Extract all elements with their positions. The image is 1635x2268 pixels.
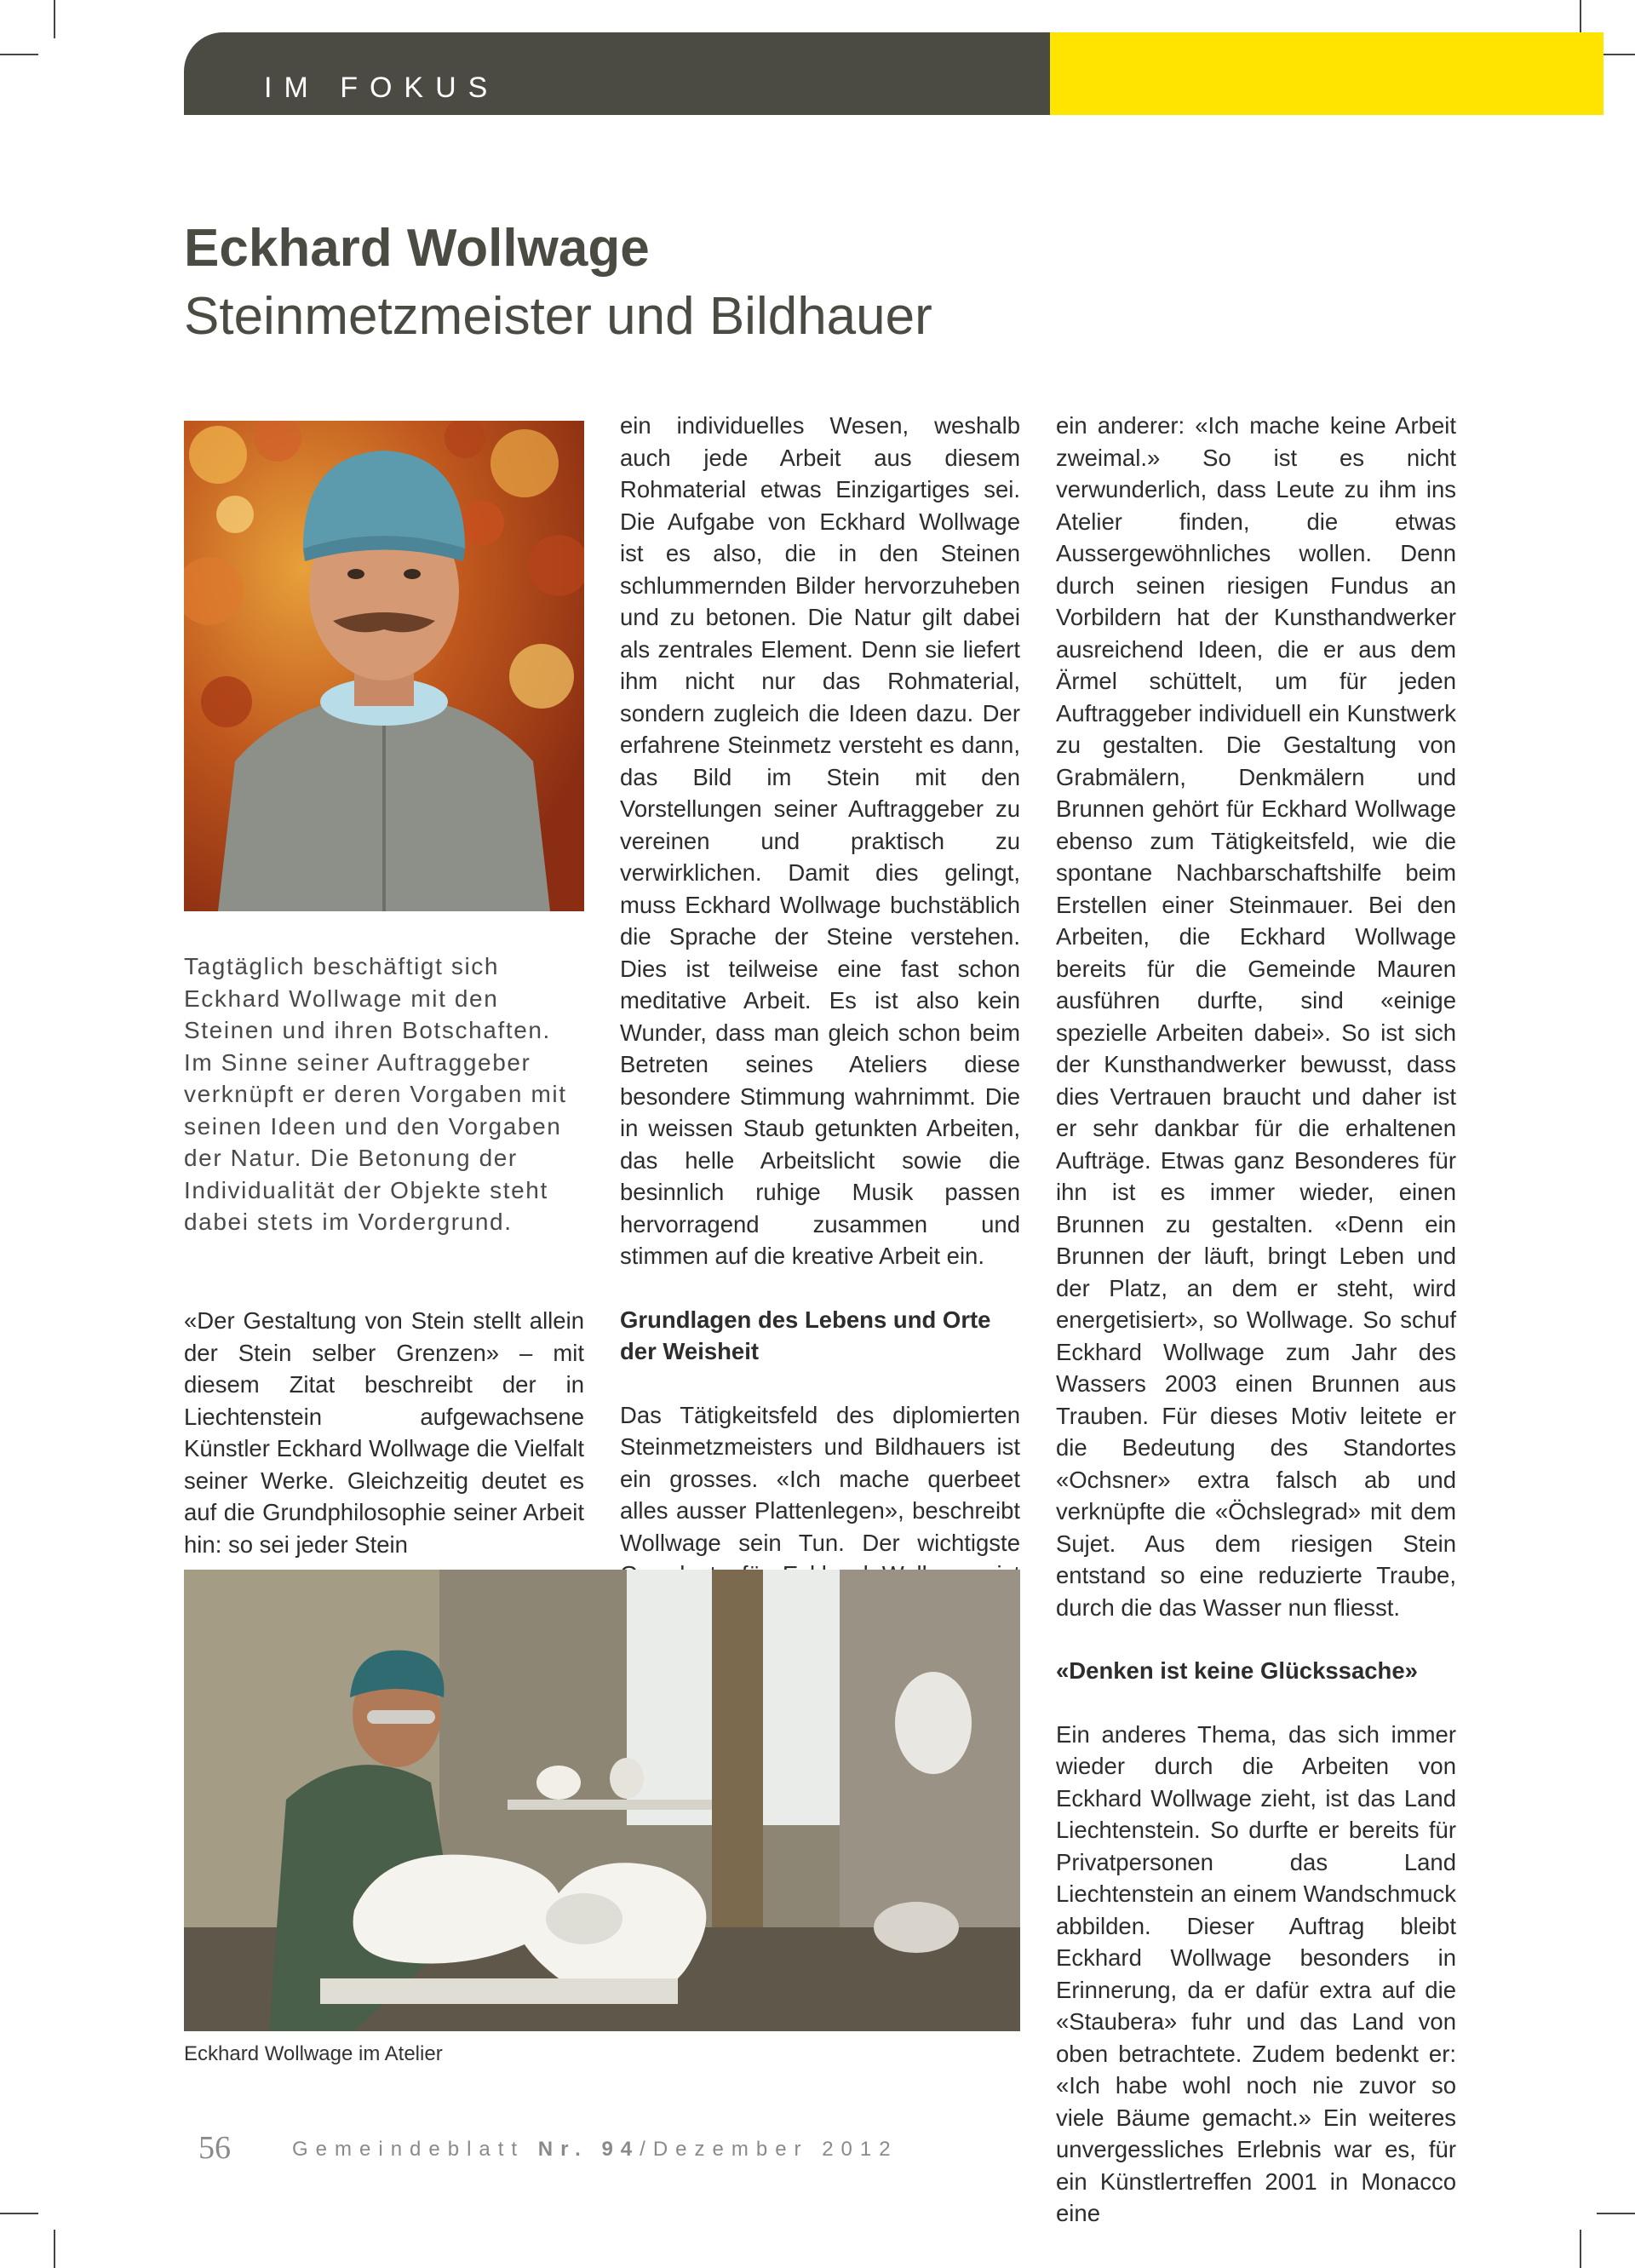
article-intro: Tagtäglich beschäftigt sich Eckhard Wollwage mit den Steinen und ihren Botschaften. Im Sinne seiner Auftraggeber verknüpft er deren Vorgaben mit seinen Ideen und den Vorgaben der Natur. Die Betonung der Individualität der Objekte steht dabei stets im Vordergrund. <box>184 953 567 1235</box>
column-3 <box>1056 410 1456 2261</box>
section-label: IM FOKUS <box>264 72 500 104</box>
article-title: Eckhard Wollwage <box>184 219 650 278</box>
section-heading: Grundlagen des Lebens und Orte der Weisheit <box>620 1306 991 1364</box>
crop-mark <box>1580 2230 1581 2268</box>
banner-accent <box>1050 32 1603 115</box>
paragraph: ein individuelles Wesen, weshalb auch jede Arbeit aus diesem Rohmaterial etwas Einzigartiges sei. Die Aufgabe von Eckhard Wollwage ist es also, die in den Steinen schlummernden Bilder hervorzuheben und zu betonen. Die Natur gilt dabei als zentrales Element. Denn sie liefert ihm nicht nur das Rohmaterial, sondern zugleich die Ideen dazu. Der erfahrene Steinmetz versteht es dann, das Bild im Stein mit den Vorstellungen seiner Auftraggeber zu vereinen und praktisch zu verwirklichen. Damit dies gelingt, muss Eckhard Wollwage buchstäblich die Sprache der Steine verstehen. Dies ist teilweise eine fast schon meditative Arbeit. Es ist also kein Wunder, dass man gleich schon beim Betreten seines Ateliers diese besondere Stimmung wahrnimmt. Die in weissen Staub getunkten Arbeiten, das helle Arbeitslicht sowie die besinnlich ruhige Musik passen hervorragend zusammen und stimmen auf die kreative Arbeit ein. <box>620 412 1020 1269</box>
crop-mark <box>1597 2213 1635 2214</box>
crop-mark <box>54 0 55 38</box>
portrait-photo <box>184 421 584 911</box>
crop-mark <box>0 54 38 55</box>
section-heading: «Denken ist keine Glückssache» <box>1056 1657 1418 1684</box>
paragraph: «Der Gestaltung von Stein stellt allein der Stein selber Grenzen» – mit diesem Zitat beschreibt der in Liechtenstein aufgewachsene Künstler Eckhard Wollwage die Vielfalt seiner Werke. Gleichzeitig deutet es auf die Grundphilosophie seiner Arbeit hin: so sei jeder Stein <box>184 1307 584 1558</box>
page-number: 56 <box>198 2130 231 2166</box>
photo-caption: Eckhard Wollwage im Atelier <box>184 2042 443 2065</box>
paragraph: Ein anderes Thema, das sich immer wieder durch die Arbeiten von Eckhard Wollwage zieht, ist das Land Liechtenstein. So durfte er bereits für Privatpersonen das Land Liechtenstein an einem Wandschmuck abbilden. Dieser Auftrag bleibt Eckhard Wollwage besonders in Erinnerung, da er dafür extra auf die «Staubera» fuhr und das Land von oben betrachtete. Zudem bedenkt er: «Ich habe wohl noch nie zuvor so viele Bäume gemacht.» Ein weiteres unvergessliches Erlebnis war es, für ein Künstlertreffen 2001 in Monacco eine <box>1056 1720 1456 2226</box>
column-1 <box>184 1305 584 1592</box>
issue-date: /Dezember 2012 <box>640 2138 898 2161</box>
paragraph: Das Tätigkeitsfeld des diplomierten Steinmetzmeisters und Bildhauers ist ein grosses. «Ich mache querbeet alles ausser Plattenlegen», beschreibt Wollwage sein Tun. Der wichtigste <box>620 1401 1020 1556</box>
crop-mark <box>54 2230 55 2268</box>
column-2 <box>620 410 1020 1654</box>
atelier-photo <box>184 1570 1020 2031</box>
paragraph: ein anderer: «Ich mache keine Arbeit zweimal.» So ist es nicht verwunderlich, dass Leute zu ihm ins Atelier finden, die etwas Aussergewöhnliches wollen. Denn durch seinen riesigen Fundus an Vorbildern hat der Kunsthandwerker ausreichend Ideen, die er aus dem Ärmel schüttelt, um für jeden Auftraggeber individuell ein Kunstwerk zu gestalten. Die Gestaltung von Grabmälern, Denkmälern und Brunnen gehört für Eckhard Wollwage ebenso zum Tätigkeitsfeld, wie die spontane Nachbarschaftshilfe beim Erstellen einer Steinmauer. Bei den Arbeiten, die Eckhard Wollwage bereits für die Gemeinde Mauren ausführen durfte, sind «einige spezielle Arbeiten dabei». So ist sich der Kunsthandwerker bewusst, dass dies Vertrauen braucht und daher ist er sehr dankbar für die erhaltenen Aufträge. Etwas ganz Besonderes für ihn ist es immer wieder, einen Brunnen zu gestalten. «Denn ein Brunnen der läuft, bringt Leben und der Platz, an dem er steht, wird energetisiert», so Wollwage. So schuf Eckhard Wollwage zum Jahr des Wassers 2003 einen Brunnen aus Trauben. Für dieses Motiv leitete er die Bedeutung des Standortes «Ochsner» extra falsch ab und verknüpfte die «Öchslegrad» mit dem Sujet. Aus dem riesigen Stein entstand so eine reduzierte Traube, durch die das Wasser nun fliesst. <box>1056 412 1456 1621</box>
crop-mark <box>0 2213 38 2214</box>
publication-line <box>292 2138 898 2162</box>
publication-name: Gemeindeblatt <box>292 2138 525 2161</box>
issue-number: 94 <box>601 2138 640 2161</box>
issue-prefix: Nr. <box>537 2138 588 2161</box>
article-subtitle: Steinmetzmeister und Bildhauer <box>184 287 932 346</box>
